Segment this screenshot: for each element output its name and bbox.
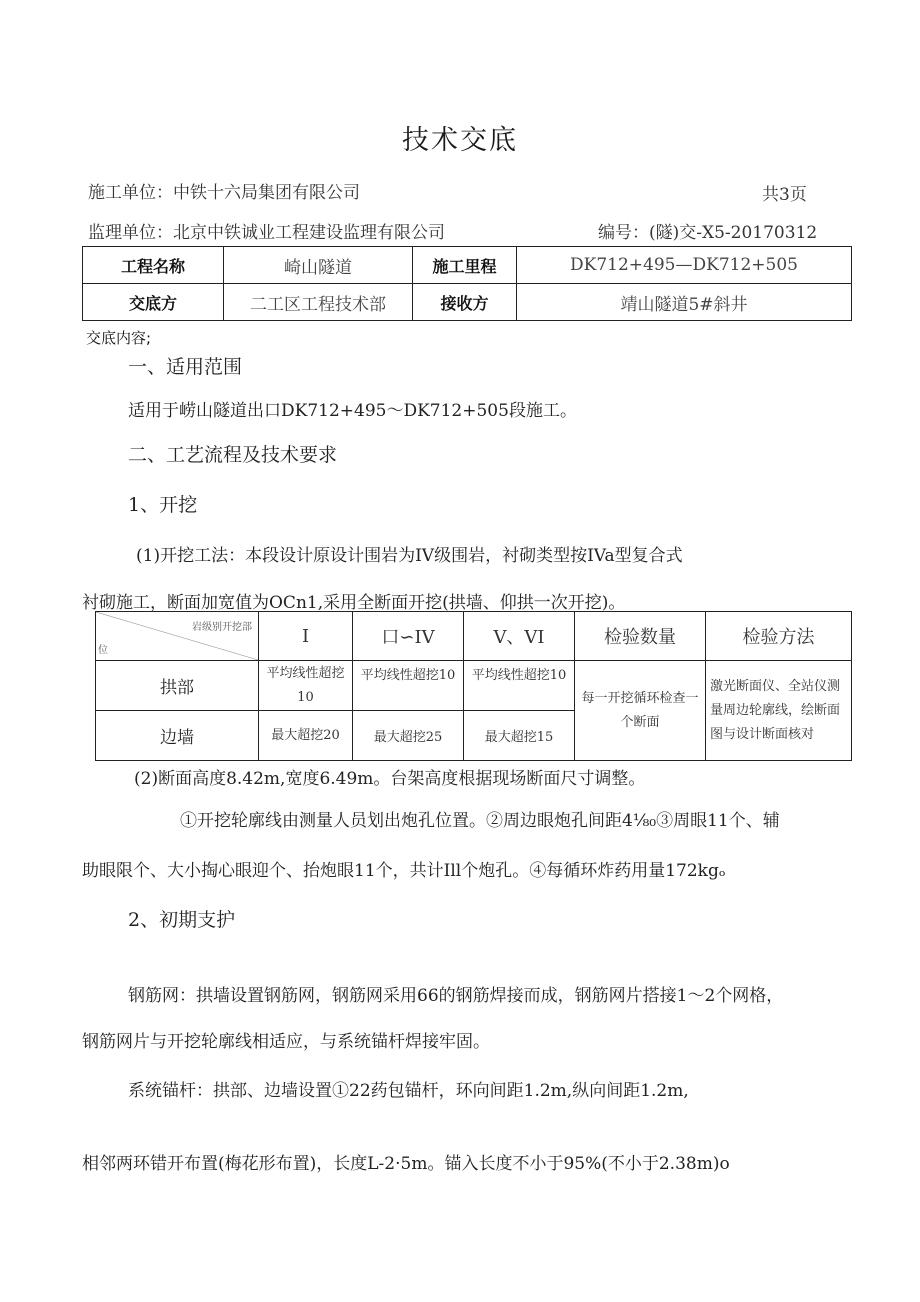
excavation-table <box>95 611 852 761</box>
project-name-label: 工程名称 <box>83 247 224 284</box>
section1-text: 适用于崂山隧道出口DK712+495～DK712+505段施工。 <box>128 401 577 421</box>
corner-label-top: 岩级别开挖部 <box>192 622 252 633</box>
header-grade-5-6: V、VI <box>464 612 575 661</box>
diagonal-header-cell <box>96 612 259 661</box>
table-header-row <box>96 612 852 661</box>
section2-heading: 二、工艺流程及技术要求 <box>128 444 338 466</box>
info-row <box>83 284 852 321</box>
issuer-value: 二工区工程技术部 <box>224 284 413 321</box>
subsection1-heading: 1、开挖 <box>128 494 198 516</box>
construction-unit: 施工单位：中铁十六局集团有限公司 <box>88 183 360 203</box>
cell-arch-grade5-6: 平均线性超挖10 <box>464 661 575 711</box>
info-row <box>83 247 852 284</box>
subsection2-heading: 2、初期支护 <box>128 909 236 931</box>
mileage-label: 施工里程 <box>413 247 517 284</box>
mesh-line1: 钢筋网：拱墙设置钢筋网，钢筋网采用66的钢筋焊接而成，钢筋网片搭接1～2个网格， <box>128 986 784 1006</box>
cell-wall-grade2-4: 最大超挖25 <box>353 711 464 761</box>
mesh-line2: 钢筋网片与开挖轮廓线相适应，与系统锚杆焊接牢固。 <box>82 1032 490 1052</box>
cell-wall-grade5-6: 最大超挖15 <box>464 711 575 761</box>
excavation-method-line1: (1)开挖工法：本段设计原设计围岩为IV级围岩，衬砌类型按IVa型复合式 <box>136 546 683 566</box>
header-grade-2-4: 口∽IV <box>353 612 464 661</box>
table-row <box>96 661 852 711</box>
cell-wall-grade1: 最大超挖20 <box>259 711 353 761</box>
project-name-value: 崎山隧道 <box>224 247 413 284</box>
info-table <box>82 246 852 321</box>
row-label-arch: 拱部 <box>96 661 259 711</box>
cell-inspect-method: 激光断面仪、全站仪测量周边轮廓线，绘断面图与设计断面核对 <box>706 661 852 761</box>
document-title: 技术交底 <box>402 125 518 156</box>
excavation-method-line2: 衬砌施工，断面加宽值为OCn1,采用全断面开挖(拱墙、仰拱一次开挖)。 <box>82 593 626 613</box>
corner-label-bottom: 位 <box>98 645 108 656</box>
cell-arch-grade1: 平均线性超挖10 <box>259 661 353 711</box>
blasting-line2: 助眼限个、大小掏心眼迎个、抬炮眼11个，共计Ill个炮孔。④每循环炸药用量172kgₒ <box>82 861 726 881</box>
blasting-line1: ①开挖轮廓线由测量人员划出炮孔位置。②周边眼炮孔间距4⅛₀③周眼11个、辅 <box>180 811 780 831</box>
document-number: 编号：(隧)交-X5-20170312 <box>598 223 818 243</box>
receiver-value: 靖山隧道5#斜井 <box>517 284 852 321</box>
header-grade-1: I <box>259 612 353 661</box>
cell-arch-grade2-4: 平均线性超挖10 <box>353 661 464 711</box>
anchor-line1: 系统锚杆：拱部、边墙设置①22药包锚杆，环向间距1.2m,纵向间距1.2m, <box>128 1081 689 1101</box>
header-inspect-qty: 检验数量 <box>575 612 706 661</box>
anchor-line2: 相邻两环错开布置(梅花形布置)，长度L-2·5m。锚入长度不小于95%(不小于2.38m)o <box>82 1154 730 1174</box>
header-inspect-method: 检验方法 <box>706 612 852 661</box>
receiver-label: 接收方 <box>413 284 517 321</box>
cell-inspect-qty: 每一开挖循环检查一个断面 <box>575 661 706 761</box>
mileage-value: DK712+495—DK712+505 <box>517 247 852 284</box>
row-label-sidewall: 边墙 <box>96 711 259 761</box>
supervision-unit: 监理单位：北京中铁诚业工程建设监理有限公司 <box>88 223 445 243</box>
section1-heading: 一、适用范围 <box>128 356 243 378</box>
content-label: 交底内容; <box>86 329 152 347</box>
issuer-label: 交底方 <box>83 284 224 321</box>
page-count: 共3页 <box>762 185 807 205</box>
section-size-text: (2)断面高度8.42m,宽度6.49m。台架高度根据现场断面尺寸调整。 <box>134 769 646 789</box>
